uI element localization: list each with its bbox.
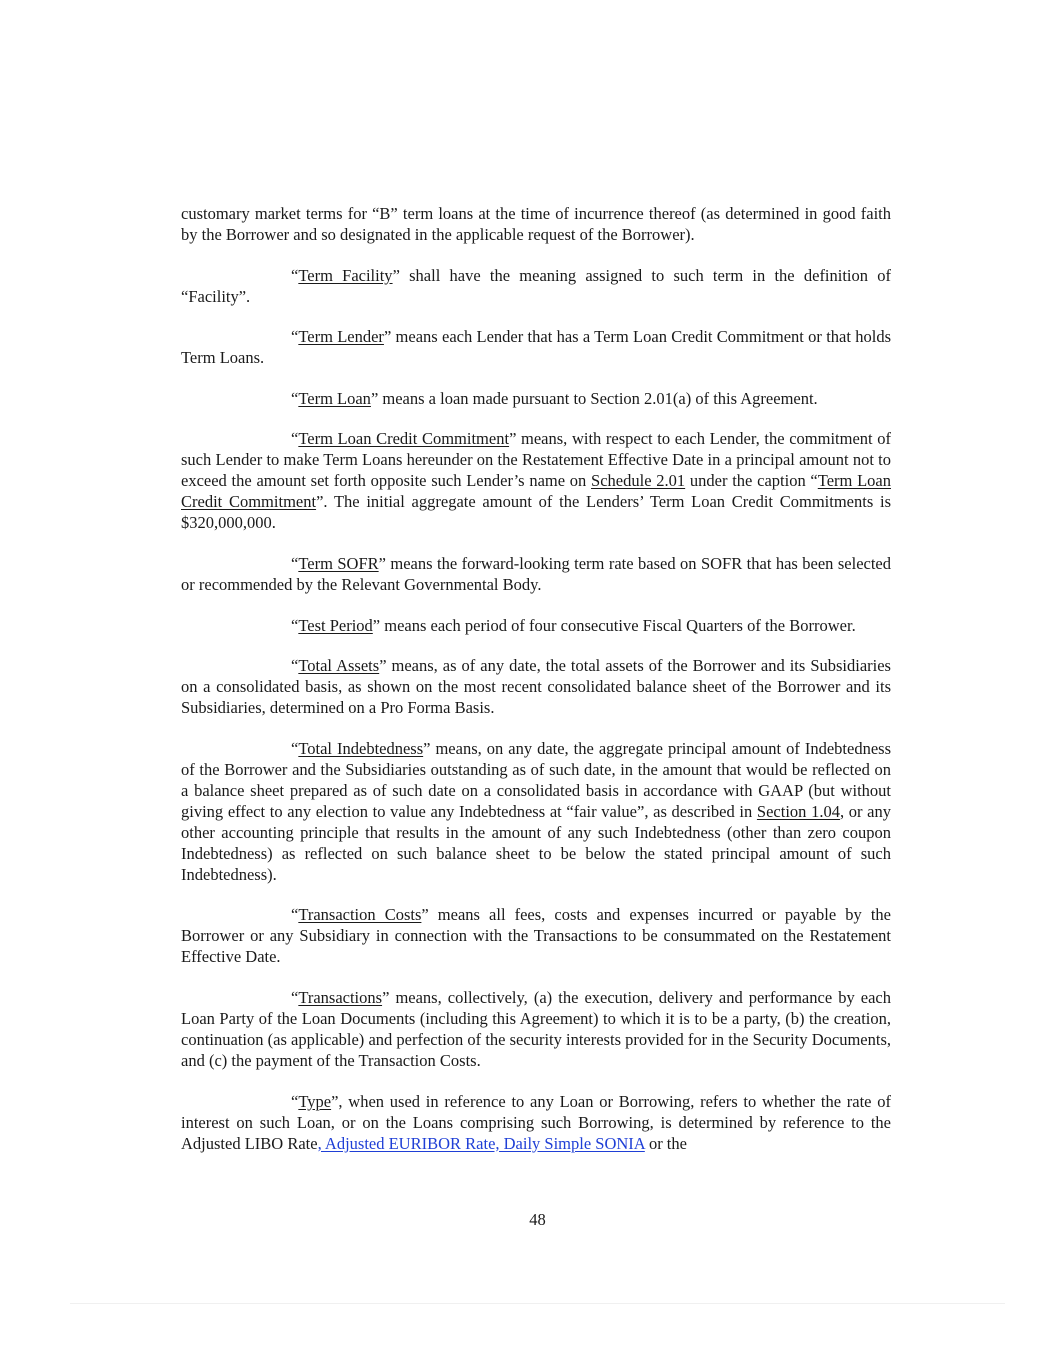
defined-term: Total Indebtedness <box>298 738 424 758</box>
open-quote: “ <box>291 553 299 573</box>
definition-text: ” means the forward-looking term rate based on SOFR that has been selected or recommended by the Relevant Governmental Body. <box>181 553 891 594</box>
defined-term: Term SOFR <box>298 553 379 573</box>
definition-text: ” means each Lender that has a Term Loan Credit Commitment or that holds Term Loans. <box>181 327 891 368</box>
definition-text: ” means a loan made pursuant to Section 2.01(a) of this Agreement. <box>370 388 818 408</box>
open-quote: “ <box>291 429 299 449</box>
open-quote: “ <box>291 1091 299 1111</box>
definition-total-assets <box>181 655 891 718</box>
definition-term-lender <box>181 326 891 368</box>
definition-type <box>181 1091 891 1154</box>
definition-text: ”. The initial aggregate amount of the Lenders’ Term Loan Credit Commitments is $320,000,000. <box>181 492 891 533</box>
defined-term: Total Assets <box>298 656 380 676</box>
caption-reference: Term Loan Credit Commitment <box>181 471 891 512</box>
defined-term: Type <box>298 1091 332 1111</box>
definition-text: ”, when used in reference to any Loan or Borrowing, refers to whether the rate of interest on such Loan, or on the Loans comprising such Borrowing, is determined by reference to the Adjusted LIBO Rate <box>181 1091 891 1153</box>
definition-transactions <box>181 987 891 1071</box>
definition-transaction-costs <box>181 904 891 967</box>
open-quote: “ <box>291 265 299 285</box>
open-quote: “ <box>291 327 299 347</box>
definition-term-facility <box>181 265 891 307</box>
definition-text: ” means, on any date, the aggregate principal amount of Indebtedness of the Borrower and the Subsidiaries outstanding as of such date, in the amount that would be reflected on a balance sheet prepared as of such date on a consolidated basis in accordance with GAAP (but without giving effect to any election to value any Indebtedness at “fair value”, as described in <box>181 738 891 821</box>
defined-term: Term Lender <box>298 327 384 347</box>
open-quote: “ <box>291 738 299 758</box>
inserted-text-link[interactable]: , Adjusted EURIBOR Rate, Daily Simple SONIA <box>317 1133 645 1153</box>
defined-term: Transaction Costs <box>298 905 422 925</box>
footer-divider <box>70 1303 1005 1304</box>
document-body <box>181 203 891 1173</box>
definition-text: under the caption “ <box>685 471 818 491</box>
definition-text: ” means, as of any date, the total assets of the Borrower and its Subsidiaries on a consolidated basis, as shown on the most recent consolidated balance sheet of the Borrower and its Subsidiaries, determined on a Pro Forma Basis. <box>181 656 891 718</box>
open-quote: “ <box>291 905 299 925</box>
definition-text: ” means, collectively, (a) the execution, delivery and performance by each Loan Party of the Loan Documents (including this Agreement) to which it is to be a party, (b) the creation, continuation (as applicable) and perfection of the security interests provided for in the Security Documents, and (c) the payment of the Transaction Costs. <box>181 987 891 1070</box>
open-quote: “ <box>291 388 299 408</box>
open-quote: “ <box>291 987 299 1007</box>
defined-term: Transactions <box>298 987 383 1007</box>
page-number: 48 <box>529 1210 546 1229</box>
definition-term-sofr <box>181 553 891 595</box>
definition-test-period <box>181 615 891 636</box>
paragraph-continuation <box>181 203 891 245</box>
definition-text: or the <box>644 1133 687 1153</box>
definition-text: ” means, with respect to each Lender, the commitment of such Lender to make Term Loans hereunder on the Restatement Effective Date in a principal amount not to exceed the amount set forth opposite such Lender’s name on <box>181 429 892 491</box>
section-reference: Section 1.04 <box>756 801 840 821</box>
definition-text: , or any other accounting principle that results in the amount of any such Indebtedness (other than zero coupon Indebtedness) as reflected on such balance sheet to be below the stated principal amount of such Indebtedness). <box>181 801 891 884</box>
defined-term: Term Loan Credit Commitment <box>298 429 510 449</box>
paragraph-text: customary market terms for “B” term loans at the time of incurrence thereof (as determined in good faith by the Borrower and so designated in the applicable request of the Borrower). <box>181 204 891 244</box>
definition-text: ” means each period of four consecutive Fiscal Quarters of the Borrower. <box>372 615 856 635</box>
defined-term: Test Period <box>298 615 373 635</box>
open-quote: “ <box>291 656 299 676</box>
definition-term-loan <box>181 388 891 409</box>
definition-text: ” means all fees, costs and expenses incurred or payable by the Borrower or any Subsidiary in connection with the Transactions to be consummated on the Restatement Effective Date. <box>181 905 891 967</box>
definition-term-loan-credit-commitment <box>181 428 891 533</box>
schedule-reference: Schedule 2.01 <box>591 471 686 491</box>
defined-term: Term Loan <box>298 388 371 408</box>
defined-term: Term Facility <box>298 265 393 285</box>
definition-text: ” shall have the meaning assigned to such term in the definition of “Facility”. <box>181 265 891 306</box>
definition-total-indebtedness <box>181 738 891 885</box>
open-quote: “ <box>291 615 299 635</box>
